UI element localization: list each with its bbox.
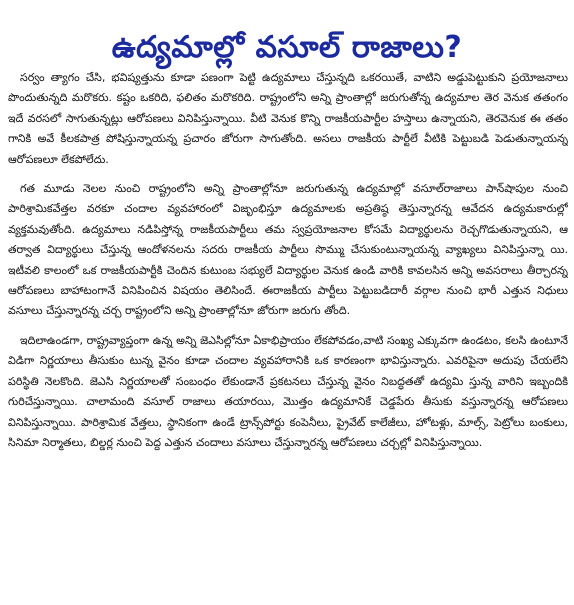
article-body bbox=[8, 68, 568, 598]
article-paragraph-1: సర్వం త్యాగం చేసి, భవిష్యత్తును కూడా పణంగా పెట్టి ఉద్యమాలు చేస్తున్నది ఒకరయితే, వాటిని అడ్డుపెట్టుకుని ప్రయోజనాలు పొందుతున్నది మరొకరు. కష్టం ఒకరిది, ఫలితం మరొకరిది. రాష్ట్రంలోని అన్ని ప్రాంతాల్లో జరుగుతోన్న ఉద్యమాల తెర వెనుక తతంగం ఇదే వరసలో సాగుతున్నట్లు ఆరోపణలు వినిపిస్తున్నాయి. వీటి వెనుక కొన్ని రాజకీయపార్టీల హస్తాలు ఉన్నాయని, తెరవెనుక ఈ తతం గానికి అవే కీలకపాత్ర పోషిస్తున్నాయన్న ప్రచారం జోరుగా సాగుతోంది. అసలు రాజకీయ పార్టీలే వీటికి పెట్టుబడి పెడుతున్నాయన్న ఆరోపణలూ లేకపోలేదు. bbox=[8, 71, 568, 166]
article-headline: ఉద్యమాల్లో వసూల్ రాజాలు? bbox=[111, 30, 463, 66]
article-paragraph-3: ఇదిలాఉండగా, రాష్ట్రవ్యాప్తంగా ఉన్న అన్ని జెఎసిల్లోనూ ఏకాభిప్రాయం లేకపోవడం,వాటి సంఖ్య ఎక్కువగా ఉండటం, కలసి ఉంటూనే విడిగా నిర్ణయాలు తీసుకుం టున్న వైనం కూడా చందాల వ్యవహారానికి ఒక కారణంగా భావిస్తున్నారు. ఎవరిపైనా అదుపు చేయలేని పరిస్థితి నెలకొంది. జెఎసి నిర్ణయాలతో సంబంధం లేకుండానే ప్రకటనలు చేస్తున్న వైనం నిబద్ధతతో ఉద్యమి స్తున్న వారిని ఇబ్బందికి గురిచేస్తున్నాయి. చాలామంది వసూల్ రాజాలు తయారయి, మొత్తం ఉద్యమానికే చెడ్డపేరు తీసుకు వస్తున్నారన్న ఆరోపణలు వినిపిస్తున్నాయి. పారిశ్రామిక వేత్తలు, స్థానికంగా ఉండే ట్రాన్స్‌పోర్టు కంపెనీలు, ప్రైవేట్ కాలేజీలు, హోటళ్లు, మాల్స్, పెట్రోలు బంకులు, సినిమా నిర్మాతలు, బిల్డర్ల నుంచి పెద్ద ఎత్తున చందాలు వసూలు చేస్తున్నారన్న ఆరోపణలు చర్చల్లో వినిపిస్తున్నాయి. bbox=[8, 333, 568, 449]
article-paragraph-2: గత మూడు నెలల నుంచి రాష్ట్రంలోని అన్ని ప్రాంతాల్లోనూ జరుగుతున్న ఉద్యమాల్లో వసూల్‌రాజాలు పాన్‌షాపుల నుంచి పారిశ్రామికవేత్తల వరకూ చందాల వ్యవహారంలో విజృంభిస్తూ ఉద్యమాలకు అప్రతిష్ఠ తెస్తున్నారన్న ఆవేదన ఉద్యమకారుల్లో వ్యక్తమవుతోంది. ఉద్యమాలు నడిపిస్తోన్న రాజకీయపార్టీలు తమ స్వప్రయోజనాల కోసమే విద్యార్థులను రెచ్చగొడుతున్నాయని, ఆ తర్వాత విద్యార్థులు చేస్తున్న ఆందోళనలను సదరు రాజకీయ పార్టీలు సొమ్ము చేసుకుంటున్నాయన్న వ్యాఖ్యలు వినిపిస్తున్నా యి. ఇటీవలి కాలంలో ఒక రాజకీయపార్టీకి చెందిన కుటుంబ సభ్యులే విద్యార్థుల వెనుక ఉండి వారికి కావలసిన అన్ని అవసరాలు తీర్చారన్న ఆరోపణలు బాహాటంగానే వినిపించిన విషయం తెలిసిందే. ఈరాజకీయ పార్టీలు పెట్టుబడిదారీ వర్గాల నుంచి భారీ ఎత్తున నిధులు వసూలు చేస్తున్నారన్న చర్చ రాష్ట్రంలోని అన్ని ప్రాంతాల్లోనూ జోరుగా జరుగు తోంది. bbox=[8, 182, 568, 318]
